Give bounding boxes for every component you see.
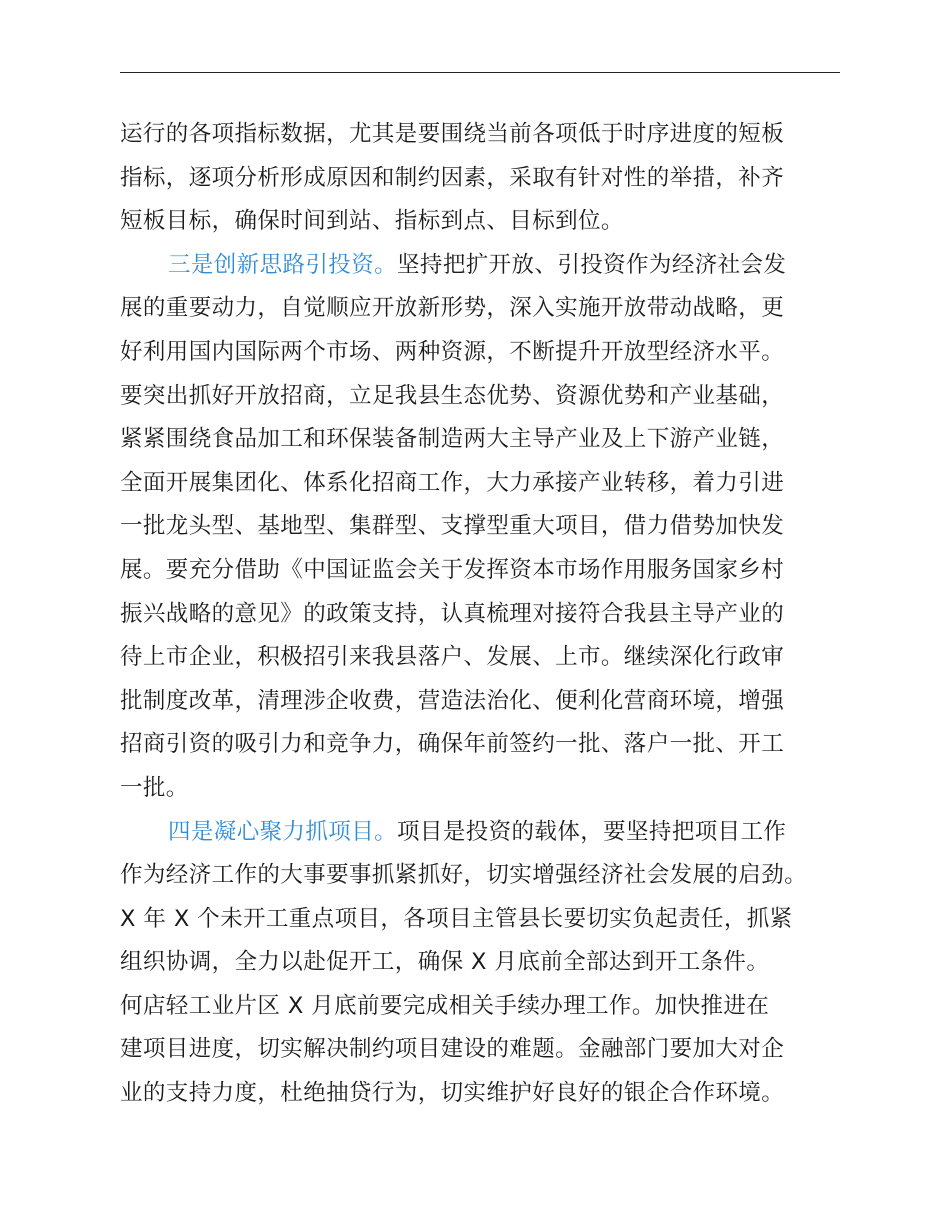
text-line: 待上市企业，积极招引来我县落户、发展、上市。继续深化行政审: [120, 644, 785, 671]
paragraph-investment: [120, 244, 845, 811]
paragraph-first-line: [120, 811, 845, 855]
text-line: 紧紧围绕食品加工和环保装备制造两大主导产业及上下游产业链，: [120, 426, 785, 453]
text-line: 建项目进度，切实解决制约项目建设的难题。金融部门要加大对企: [120, 1036, 785, 1063]
text-line: 要突出抓好开放招商，立足我县生态优势、资源优势和产业基础，: [120, 382, 785, 409]
text-run: 项目是投资的载体，要坚持把项目工作: [397, 818, 787, 845]
text-line: 组织协调，全力以赴促开工，确保 X 月底前全部达到开工条件。: [120, 949, 770, 976]
text-line: 全面开展集团化、体系化招商工作，大力承接产业转移，着力引进: [120, 469, 785, 496]
text-line: 指标，逐项分析形成原因和制约因素，采取有针对性的举措，补齐: [120, 164, 785, 191]
header-rule: [120, 72, 840, 73]
section-heading-investment: 三是创新思路引投资。: [168, 251, 398, 278]
text-line: 展。要充分借助《中国证监会关于发挥资本市场作用服务国家乡村: [120, 556, 785, 583]
text-line: 一批。: [120, 774, 189, 801]
document-body: [120, 113, 845, 1116]
text-line: 好利用国内国际两个市场、两种资源，不断提升开放型经济水平。: [120, 338, 785, 365]
text-line: X 年 X 个未开工重点项目，各项目主管县长要切实负起责任，抓紧: [120, 905, 793, 932]
text-line: 批制度改革，清理涉企收费，营造法治化、便利化营商环境，增强: [120, 687, 785, 714]
text-line: 振兴战略的意见》的政策支持，认真梳理对接符合我县主导产业的: [120, 600, 785, 627]
text-run: 坚持把扩开放、引投资作为经济社会发: [397, 251, 787, 278]
paragraph-first-line: [120, 244, 845, 288]
paragraph-projects: [120, 811, 845, 1116]
text-line: 运行的各项指标数据，尤其是要围绕当前各项低于时序进度的短板: [120, 121, 785, 147]
section-heading-projects: 四是凝心聚力抓项目。: [168, 818, 398, 845]
text-line: 展的重要动力，自觉顺应开放新形势，深入实施开放带动战略，更: [120, 295, 785, 322]
text-line: 招商引资的吸引力和竞争力，确保年前签约一批、落户一批、开工: [120, 731, 785, 758]
text-line: 短板目标，确保时间到站、指标到点、目标到位。: [120, 208, 624, 235]
text-line: 一批龙头型、基地型、集群型、支撑型重大项目，借力借势加快发: [120, 513, 785, 540]
text-line: 何店轻工业片区 X 月底前要完成相关手续办理工作。加快推进在: [120, 992, 770, 1019]
text-line: 业的支持力度，杜绝抽贷行为，切实维护好良好的银企合作环境。: [120, 1080, 785, 1107]
text-line: 作为经济工作的大事要事抓紧抓好，切实增强经济社会发展的启劲。: [120, 862, 808, 889]
paragraph-continuation: [120, 113, 845, 244]
